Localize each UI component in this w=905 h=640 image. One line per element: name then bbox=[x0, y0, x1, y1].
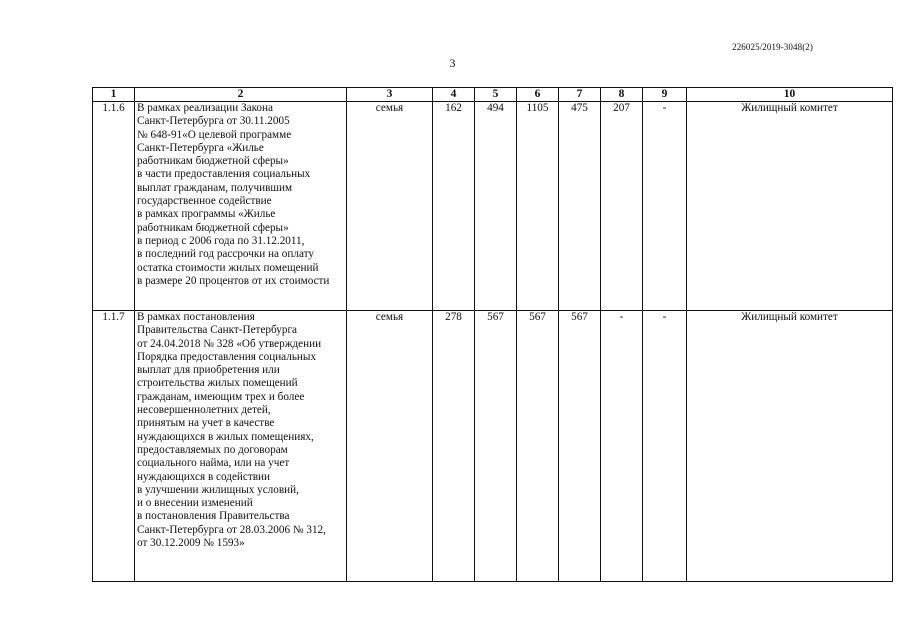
column-header-9: 9 bbox=[643, 88, 687, 102]
description-line: остатка стоимости жилых помещений bbox=[137, 261, 319, 274]
column-header-6: 6 bbox=[517, 88, 559, 102]
description-line: государственное содействие bbox=[137, 195, 272, 208]
description-line: Правительства Санкт-Петербурга bbox=[137, 324, 298, 337]
description-line: социального найма, или на учет bbox=[137, 457, 290, 470]
description-line: принятым на учет в качестве bbox=[137, 417, 275, 430]
column-header-4: 4 bbox=[433, 88, 475, 102]
row-value-col8: - bbox=[601, 311, 643, 582]
description-line: В рамках постановления bbox=[137, 311, 255, 323]
description-line: несовершеннолетних детей, bbox=[137, 404, 271, 417]
document-id: 226025/2019-3048(2) bbox=[732, 42, 813, 52]
description-line: в размере 20 процентов от их стоимости bbox=[137, 274, 330, 287]
description-line: в улучшении жилищных условий, bbox=[137, 483, 299, 496]
row-value-col9: - bbox=[643, 102, 687, 311]
description-line: Санкт-Петербурга «Жилье bbox=[137, 141, 264, 154]
row-value-col6: 567 bbox=[517, 311, 559, 582]
column-header-2: 2 bbox=[135, 88, 347, 102]
description-line: строительства жилых помещений bbox=[137, 377, 298, 390]
description-line: гражданам, имеющим трех и более bbox=[137, 390, 305, 403]
page-number: 3 bbox=[449, 56, 456, 70]
row-value-col8: 207 bbox=[601, 102, 643, 311]
description-line: в период с 2006 года по 31.12.2011, bbox=[137, 234, 305, 247]
description-line: работникам бюджетной сферы» bbox=[137, 221, 289, 234]
description-line: выплат гражданам, получившим bbox=[137, 181, 293, 194]
description-line: Санкт-Петербурга от 30.11.2005 bbox=[137, 115, 290, 128]
row-responsible: Жилищный комитет bbox=[687, 102, 893, 311]
row-responsible: Жилищный комитет bbox=[687, 311, 893, 582]
table-row bbox=[93, 311, 893, 582]
column-header-8: 8 bbox=[601, 88, 643, 102]
row-unit: семья bbox=[347, 311, 433, 582]
description-line: Порядка предоставления социальных bbox=[137, 350, 317, 363]
row-unit: семья bbox=[347, 102, 433, 311]
row-value-col5: 567 bbox=[475, 311, 517, 582]
row-number: 1.1.6 bbox=[93, 102, 135, 311]
row-value-col7: 567 bbox=[559, 311, 601, 582]
row-value-col6: 1105 bbox=[517, 102, 559, 311]
column-header-5: 5 bbox=[475, 88, 517, 102]
row-number: 1.1.7 bbox=[93, 311, 135, 582]
column-header-7: 7 bbox=[559, 88, 601, 102]
description-line: работникам бюджетной сферы» bbox=[137, 155, 289, 168]
description-line: в рамках программы «Жилье bbox=[137, 208, 276, 221]
header-row bbox=[93, 88, 893, 102]
column-header-1: 1 bbox=[93, 88, 135, 102]
description-line: и о внесении изменений bbox=[137, 497, 253, 510]
description-line: от 30.12.2009 № 1593» bbox=[137, 537, 245, 550]
description-line: нуждающихся в содействии bbox=[137, 470, 271, 483]
column-header-10: 10 bbox=[687, 88, 893, 102]
description-line: в постановления Правительства bbox=[137, 510, 290, 523]
row-value-col7: 475 bbox=[559, 102, 601, 311]
description-line: в части предоставления социальных bbox=[137, 168, 311, 181]
description-line: нуждающихся в жилых помещениях, bbox=[137, 430, 314, 443]
description-line: от 24.04.2018 № 328 «Об утверждении bbox=[137, 337, 322, 350]
row-value-col5: 494 bbox=[475, 102, 517, 311]
row-value-col4: 278 bbox=[433, 311, 475, 582]
column-header-3: 3 bbox=[347, 88, 433, 102]
description-line: В рамках реализации Закона bbox=[137, 102, 273, 114]
description-line: предоставляемых по договорам bbox=[137, 443, 288, 456]
row-value-col9: - bbox=[643, 311, 687, 582]
description-line: Санкт-Петербурга от 28.03.2006 № 312, bbox=[137, 523, 326, 536]
program-table bbox=[92, 87, 893, 582]
row-description bbox=[135, 102, 347, 311]
row-value-col4: 162 bbox=[433, 102, 475, 311]
description-line: выплат для приобретения или bbox=[137, 364, 280, 377]
row-description bbox=[135, 311, 347, 582]
description-line: в последний год рассрочки на оплату bbox=[137, 248, 314, 261]
description-line: № 648-91«О целевой программе bbox=[137, 128, 292, 141]
table-row bbox=[93, 102, 893, 311]
